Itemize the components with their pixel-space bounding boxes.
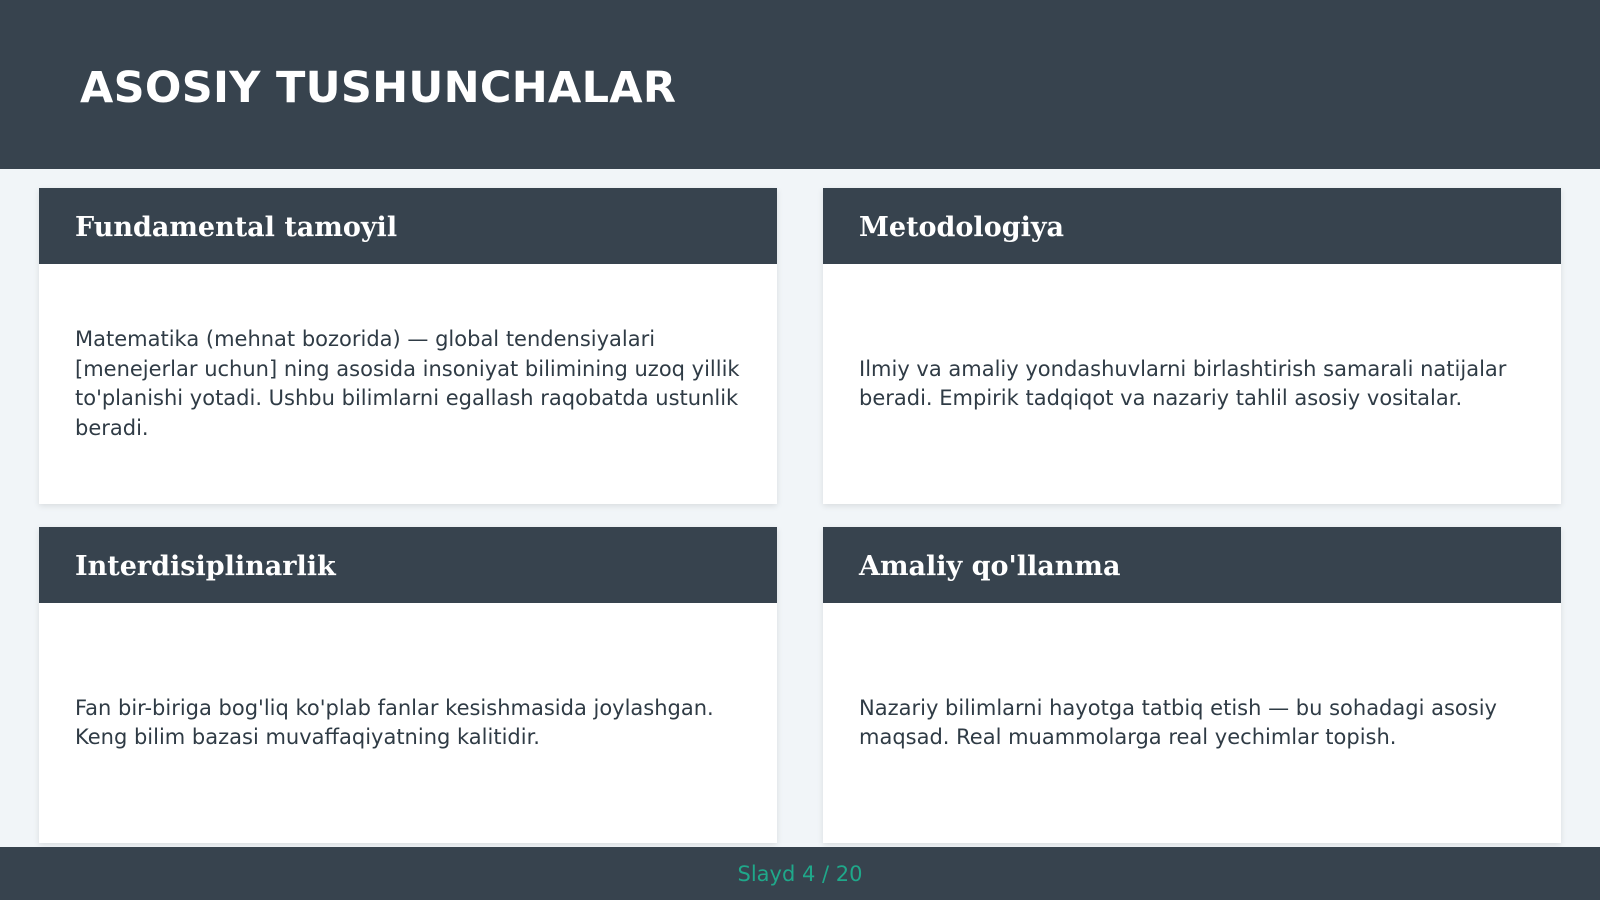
card-text: Ilmiy va amaliy yondashuvlarni birlashtirish samarali natijalar beradi. Empirik tadqiqot va nazariy tahlil asosiy vositalar. bbox=[859, 356, 1507, 410]
slide-footer bbox=[0, 847, 1600, 900]
page-title: ASOSIY TUSHUNCHALAR bbox=[80, 63, 677, 113]
card-text: Fan bir-biriga bog'liq ko'plab fanlar kesishmasida joylashgan. Keng bilim bazasi muvaffaqiyatning kalitidir. bbox=[75, 695, 714, 749]
card-body bbox=[859, 603, 1529, 843]
card-body bbox=[859, 264, 1529, 504]
slide-counter: Slayd 4 / 20 bbox=[737, 861, 863, 886]
card-body bbox=[75, 264, 745, 504]
card-header bbox=[39, 188, 777, 264]
card-metodologiya bbox=[823, 188, 1561, 504]
card-fundamental-tamoyil bbox=[39, 188, 777, 504]
card-amaliy-qollanma bbox=[823, 527, 1561, 843]
card-title: Amaliy qo'llanma bbox=[859, 551, 1121, 582]
card-header bbox=[39, 527, 777, 603]
card-title: Metodologiya bbox=[859, 212, 1065, 243]
card-body bbox=[75, 603, 745, 843]
card-title: Interdisiplinarlik bbox=[75, 551, 336, 582]
card-header bbox=[823, 188, 1561, 264]
card-text: Matematika (mehnat bozorida) — global tendensiyalari [menejerlar uchun] ning asosida insoniyat bilimining uzoq yillik to'planishi yotadi. Ushbu bilimlarni egallash raqobatda ustunlik beradi. bbox=[75, 327, 740, 440]
slide-header bbox=[0, 0, 1600, 169]
card-header bbox=[823, 527, 1561, 603]
card-title: Fundamental tamoyil bbox=[75, 212, 398, 243]
card-interdisiplinarlik bbox=[39, 527, 777, 843]
card-text: Nazariy bilimlarni hayotga tatbiq etish — bu sohadagi asosiy maqsad. Real muammolarga real yechimlar topish. bbox=[859, 695, 1497, 749]
